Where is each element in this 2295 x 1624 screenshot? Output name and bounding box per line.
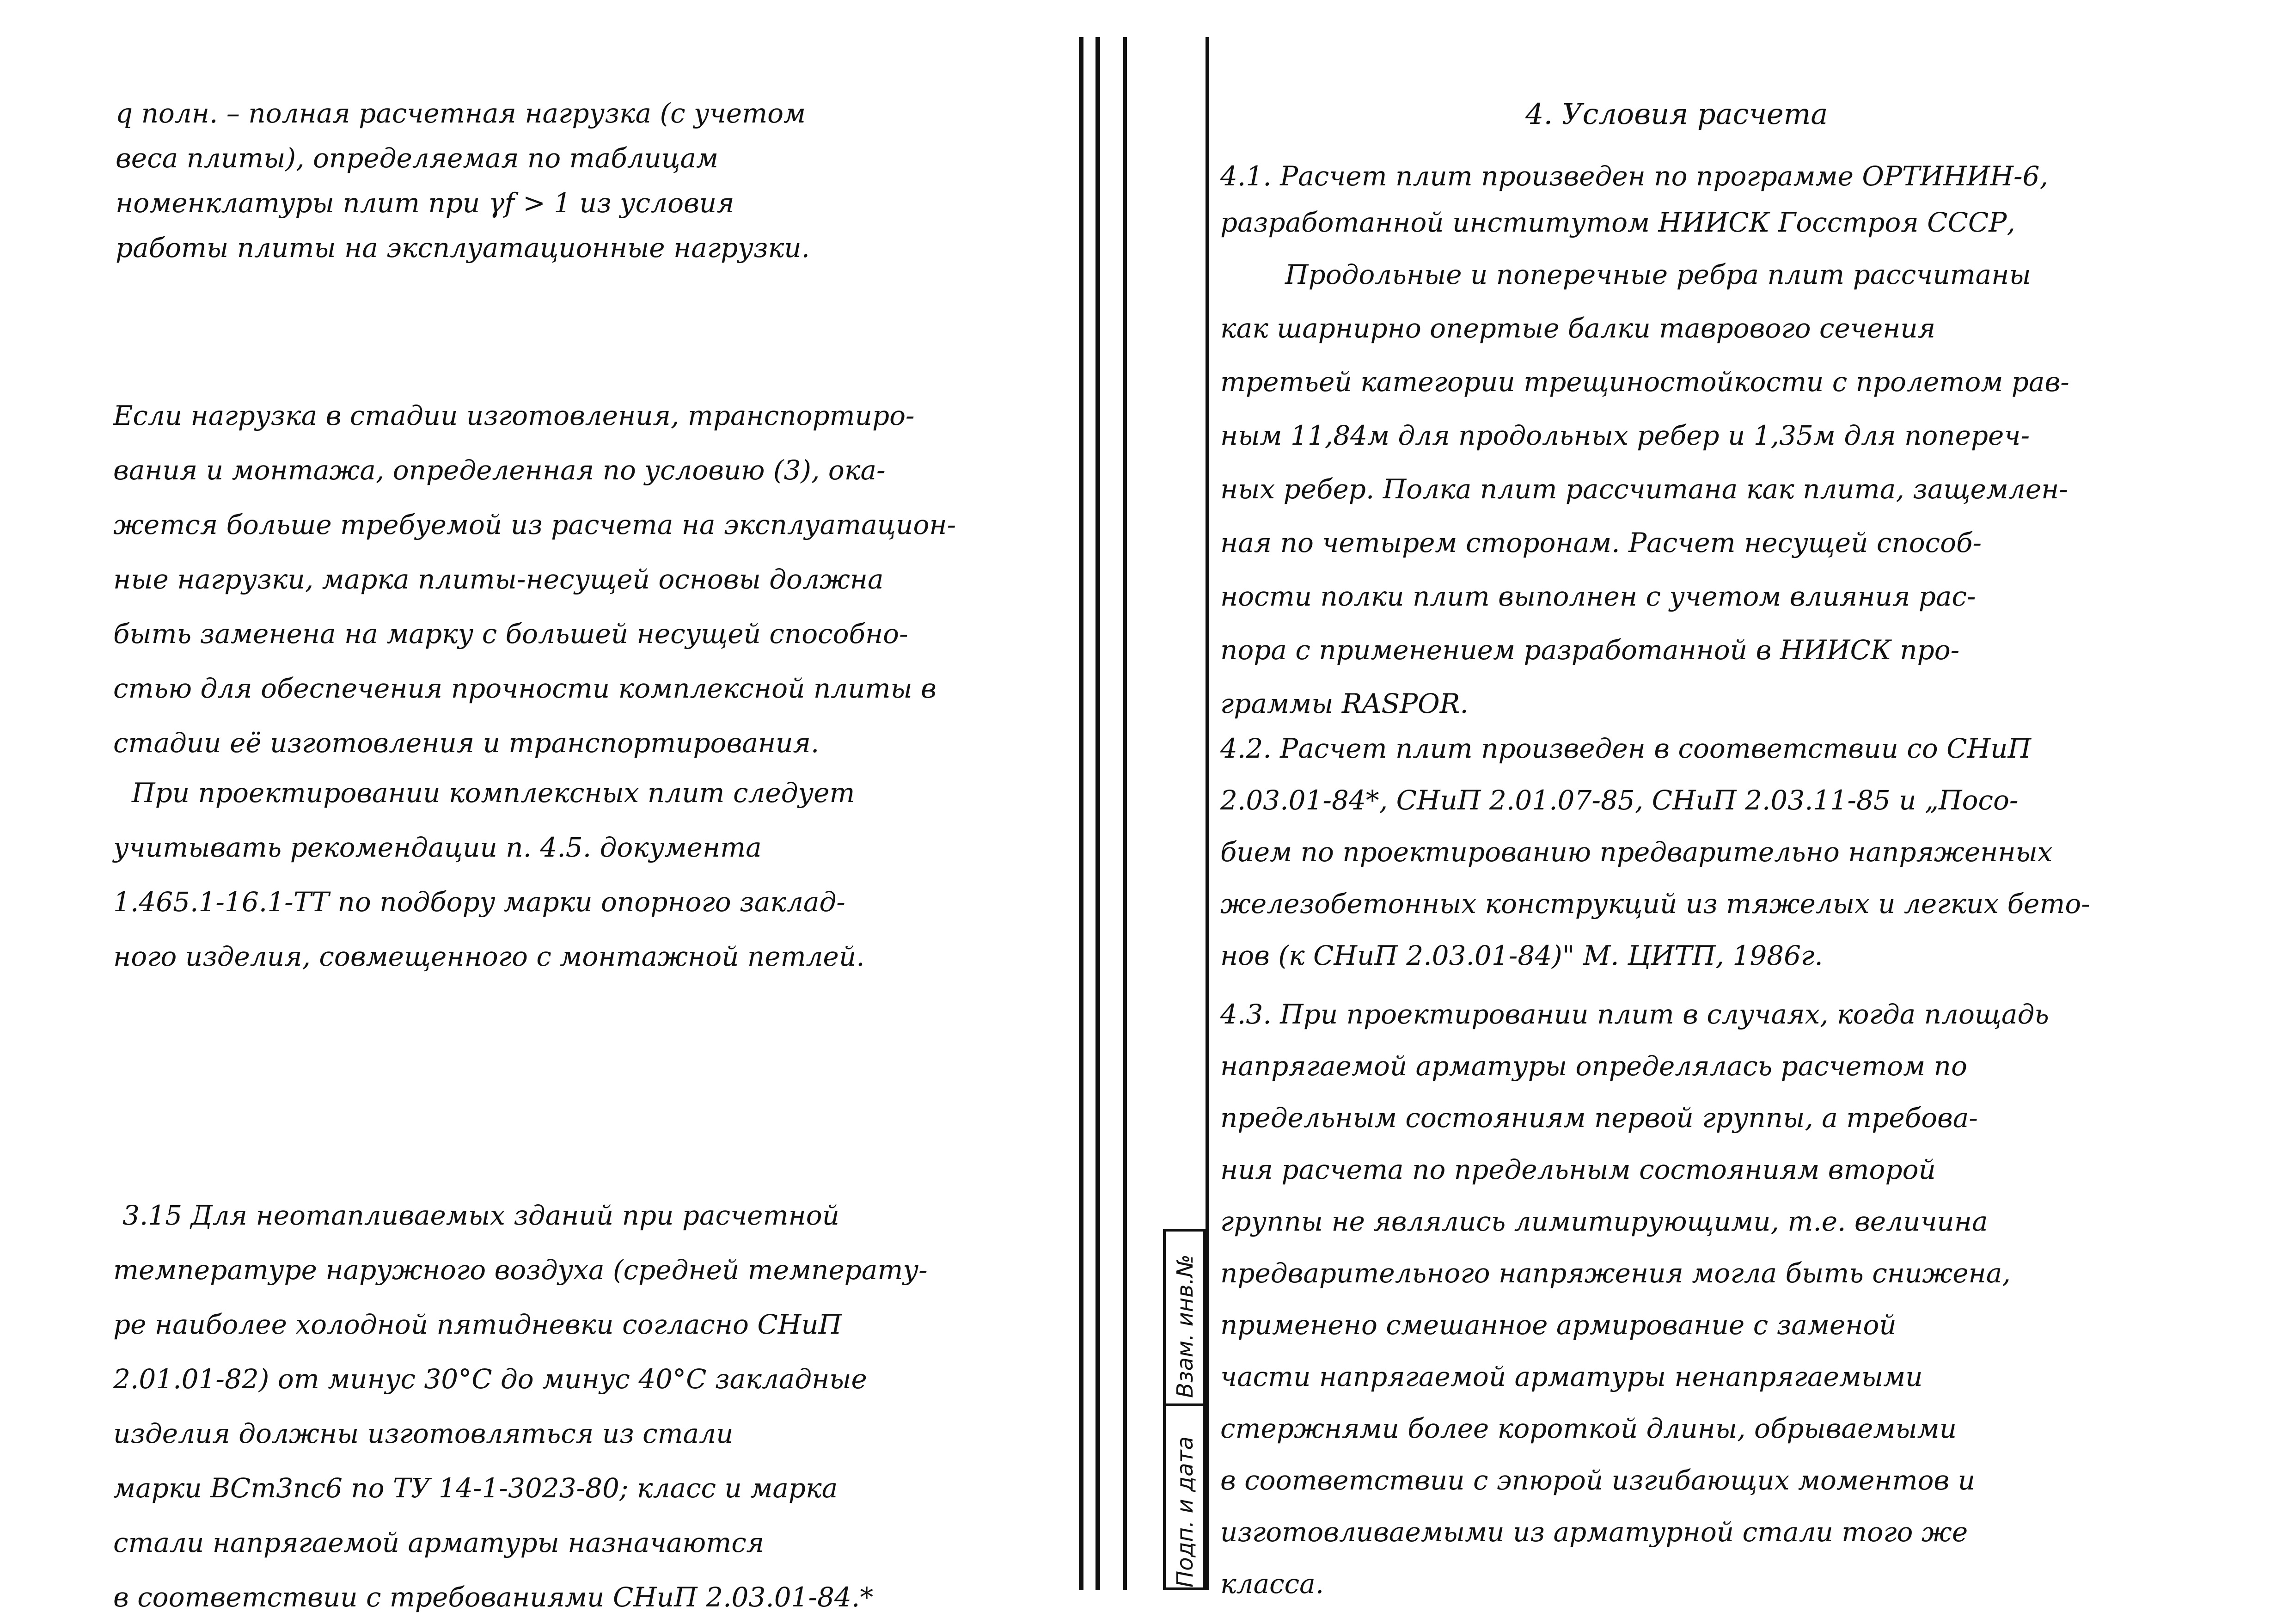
text-line: q полн. – полная расчетная нагрузка (с учетом xyxy=(116,98,806,129)
text-line: группы не являлись лимитирующими, т.е. величина xyxy=(1220,1206,1988,1237)
text-line: 4.1. Расчет плит произведен по программе ОРТИНИН-6, xyxy=(1220,160,2048,192)
text-line: 4.2. Расчет плит произведен в соответствии со СНиП xyxy=(1220,733,2032,764)
text-line: номенклатуры плит при γf > 1 из условия xyxy=(116,187,734,219)
text-line: Если нагрузка в стадии изготовления, транспортиро- xyxy=(113,400,915,431)
text-line: 2.01.01-82) от минус 30°С до минус 40°С закладные xyxy=(113,1363,867,1395)
text-line: ных ребер. Полка плит рассчитана как плита, защемлен- xyxy=(1220,473,2068,505)
text-line: предельным состояниям первой группы, а требова- xyxy=(1220,1102,1978,1134)
text-line: граммы RASPOR. xyxy=(1220,688,1469,719)
text-line: стали напрягаемой арматуры назначаются xyxy=(113,1527,765,1558)
text-line: вания и монтажа, определенная по условию (3), ока- xyxy=(113,454,886,486)
text-line: 4.3. При проектировании плит в случаях, когда площадь xyxy=(1220,999,2049,1030)
text-line: ре наиболее холодной пятидневки согласно СНиП xyxy=(113,1309,842,1340)
text-line: напрягаемой арматуры определялась расчетом по xyxy=(1220,1050,1967,1082)
text-line: ности полки плит выполнен с учетом влияния рас- xyxy=(1220,581,1976,612)
text-line: 3.15 Для неотапливаемых зданий при расчетной xyxy=(122,1200,839,1231)
text-line: в соответствии с эпюрой изгибающих моментов и xyxy=(1220,1465,1975,1496)
binding-line-2 xyxy=(1095,37,1100,1590)
text-line: ния расчета по предельным состояниям второй xyxy=(1220,1154,1936,1185)
text-line: класса. xyxy=(1220,1568,1324,1599)
text-line: бием по проектированию предварительно напряженных xyxy=(1220,836,2053,868)
text-line: При проектировании комплексных плит следует xyxy=(132,777,855,809)
text-line: железобетонных конструкций из тяжелых и легких бето- xyxy=(1220,888,2090,919)
text-line: ные нагрузки, марка плиты-несущей основы должна xyxy=(113,564,884,595)
text-line: жется больше требуемой из расчета на эксплуатацион- xyxy=(113,509,956,540)
stamp-label-lower: Подп. и дата xyxy=(1172,1436,1198,1587)
binding-line-4 xyxy=(1206,37,1209,1590)
text-line: температуре наружного воздуха (средней температу- xyxy=(113,1254,928,1286)
section-heading: 4. Условия расчета xyxy=(1525,97,1828,131)
text-line: 2.03.01-84*, СНиП 2.01.07-85, СНиП 2.03.11-85 и „Посо- xyxy=(1220,784,2019,816)
text-line: Продольные и поперечные ребра плит рассчитаны xyxy=(1285,259,2031,290)
text-line: учитывать рекомендации п. 4.5. документа xyxy=(113,832,762,863)
text-line: пора с применением разработанной в НИИСК про- xyxy=(1220,634,1960,666)
text-line: стержнями более короткой длины, обрываемыми xyxy=(1220,1413,1957,1444)
text-line: третьей категории трещиностойкости с пролетом рав- xyxy=(1220,366,2069,398)
text-line: ным 11,84м для продольных ребер и 1,35м для попереч- xyxy=(1220,420,2030,451)
text-line: части напрягаемой арматуры ненапрягаемыми xyxy=(1220,1361,1923,1392)
binding-line-3 xyxy=(1123,37,1127,1590)
text-line: как шарнирно опертые балки таврового сечения xyxy=(1220,313,1936,344)
binding-line-1 xyxy=(1079,37,1083,1590)
stamp-label-upper: Взам. инв.№ xyxy=(1172,1254,1198,1398)
text-line: стью для обеспечения прочности комплексной плиты в xyxy=(113,673,936,704)
text-line: в соответствии с требованиями СНиП 2.03.01-84.* xyxy=(113,1581,874,1613)
text-line: изготовливаемыми из арматурной стали того же xyxy=(1220,1516,1968,1548)
stamp-divider xyxy=(1166,1403,1203,1406)
text-line: марки ВСт3пс6 по ТУ 14-1-3023-80; класс и марка xyxy=(113,1472,838,1504)
text-line: применено смешанное армирование с заменой xyxy=(1220,1309,1897,1341)
stamp-box xyxy=(1163,1229,1206,1590)
text-line: нов (к СНиП 2.03.01-84)" М. ЦИТП, 1986г. xyxy=(1220,940,1823,971)
text-line: ного изделия, совмещенного с монтажной петлей. xyxy=(113,941,865,972)
text-line: разработанной институтом НИИСК Госстроя СССР, xyxy=(1220,207,2015,238)
text-line: ная по четырем сторонам. Расчет несущей способ- xyxy=(1220,527,1982,558)
text-line: работы плиты на эксплуатационные нагрузки. xyxy=(116,232,810,264)
text-line: быть заменена на марку с большей несущей способно- xyxy=(113,618,908,650)
text-line: веса плиты), определяемая по таблицам xyxy=(116,142,719,174)
text-line: изделия должны изготовляться из стали xyxy=(113,1418,734,1449)
text-line: 1.465.1-16.1-ТТ по подбору марки опорного заклад- xyxy=(113,886,845,918)
text-line: предварительного напряжения могла быть снижена, xyxy=(1220,1257,2011,1289)
text-line: стадии её изготовления и транспортирования. xyxy=(113,727,820,759)
